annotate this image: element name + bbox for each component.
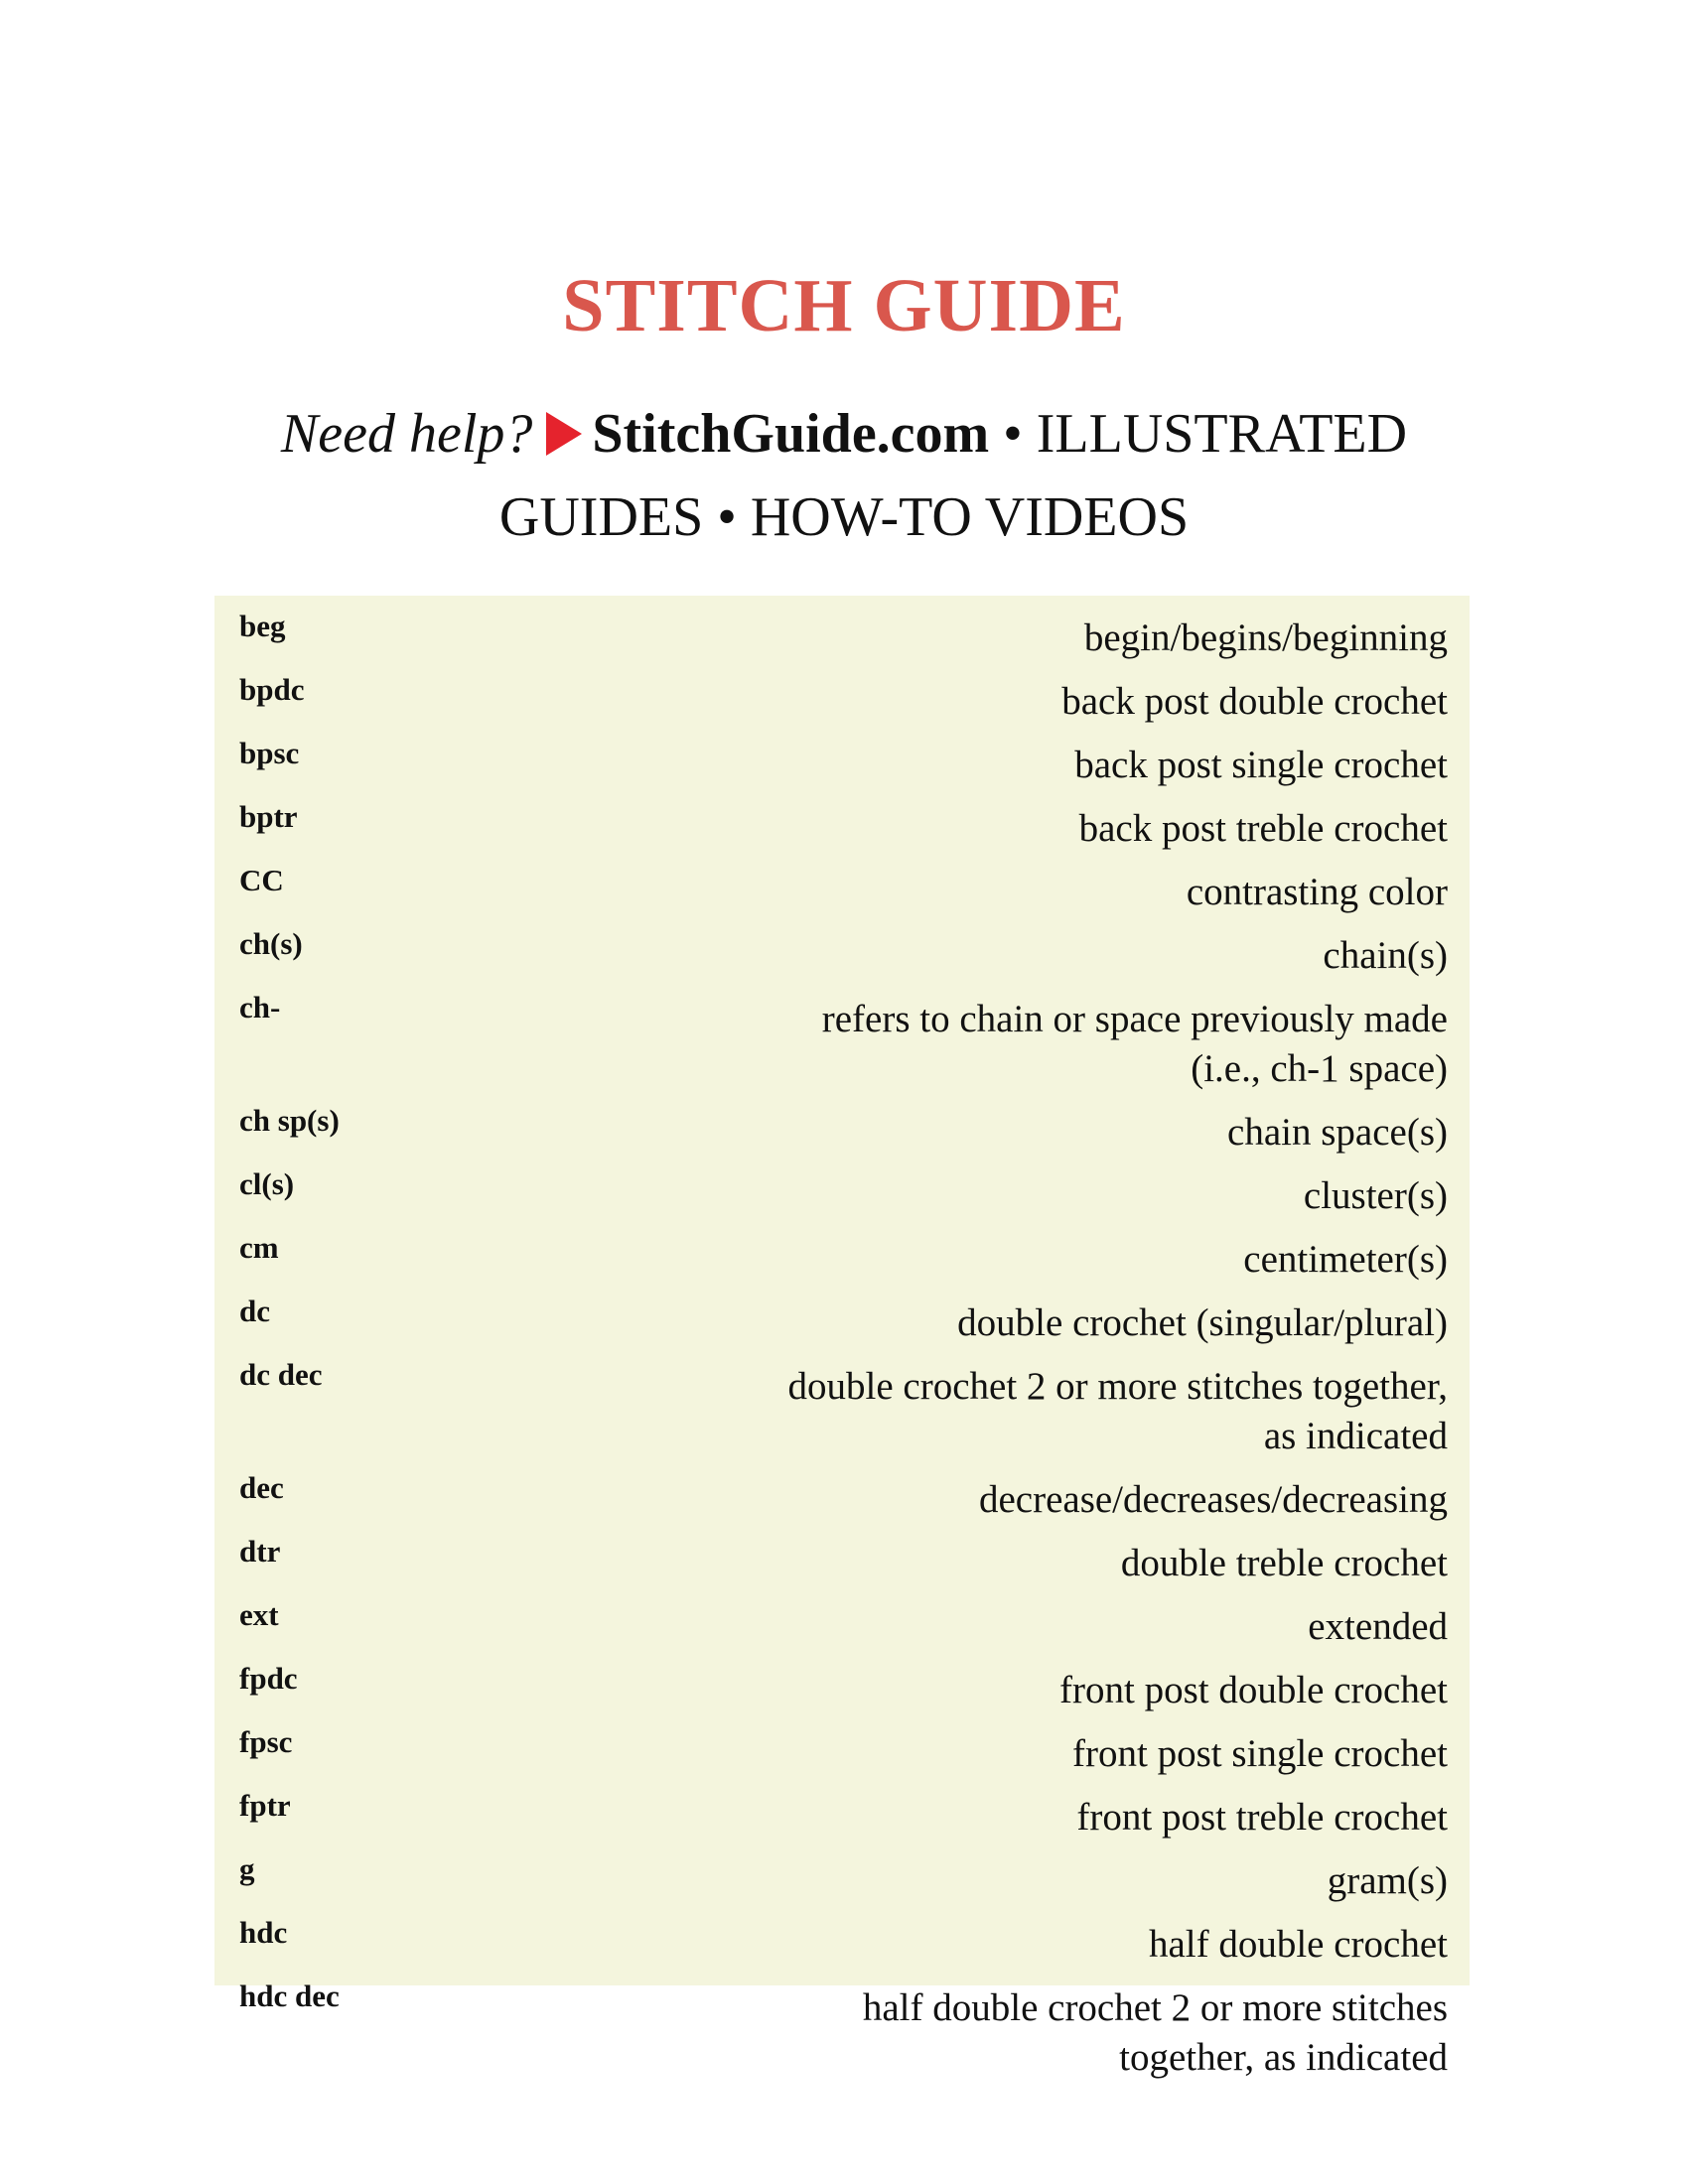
glossary-definition: chain space(s) (1227, 1111, 1448, 1154)
glossary-row (239, 1356, 1448, 1461)
glossary-row (239, 1723, 1448, 1779)
page-title: STITCH GUIDE (562, 264, 1126, 347)
glossary-definition: decrease/decreases/decreasing (978, 1478, 1448, 1521)
glossary-row (239, 1293, 1448, 1348)
glossary-row (239, 1533, 1448, 1588)
glossary-abbreviation: fpdc (239, 1661, 298, 1696)
glossary-definition: extended (1308, 1605, 1448, 1648)
glossary-definition: back post treble crochet (1078, 807, 1448, 850)
glossary-abbreviation: ext (239, 1597, 279, 1632)
glossary-row (239, 989, 1448, 1094)
glossary-row (239, 1596, 1448, 1652)
glossary-row (239, 608, 1448, 663)
play-triangle-icon (546, 412, 582, 456)
glossary-row (239, 1787, 1448, 1843)
glossary-abbreviation: bpsc (239, 736, 300, 770)
glossary-abbreviation: bptr (239, 799, 298, 834)
glossary-row (239, 735, 1448, 790)
glossary-row (239, 925, 1448, 981)
glossary-definition: front post treble crochet (1076, 1796, 1448, 1839)
glossary-definition: front post double crochet (1059, 1669, 1448, 1711)
glossary-definition: begin/begins/beginning (1083, 616, 1448, 659)
glossary-row (239, 798, 1448, 854)
glossary-definition: chain(s) (1323, 934, 1448, 977)
glossary-definition: double crochet (singular/plural) (957, 1301, 1448, 1344)
glossary-abbreviation: fpsc (239, 1724, 293, 1759)
glossary-abbreviation: g (239, 1851, 255, 1886)
glossary-abbreviation: beg (239, 609, 286, 643)
help-banner (199, 392, 1489, 559)
glossary-definition: contrasting color (1186, 871, 1448, 913)
glossary-row (239, 1165, 1448, 1221)
glossary-abbreviation: dtr (239, 1534, 281, 1569)
glossary-definition: cluster(s) (1303, 1174, 1448, 1217)
need-help-text: Need help? (280, 403, 533, 465)
glossary-abbreviation: ch sp(s) (239, 1103, 340, 1138)
glossary-abbreviation: dc dec (239, 1357, 323, 1392)
glossary-abbreviation: bpdc (239, 672, 305, 707)
glossary-row (239, 1229, 1448, 1285)
glossary-definition: half double crochet (1148, 1923, 1448, 1966)
glossary-abbreviation: ch- (239, 990, 281, 1024)
glossary-definition: double crochet 2 or more stitches together, as indicated (787, 1365, 1448, 1457)
glossary-definition: back post double crochet (1061, 680, 1448, 723)
glossary-abbreviation: ch(s) (239, 926, 303, 961)
glossary-row (239, 1469, 1448, 1525)
glossary-row (239, 862, 1448, 917)
glossary-definition: back post single crochet (1074, 744, 1448, 786)
site-link[interactable]: StitchGuide.com (592, 403, 990, 465)
glossary-definition: front post single crochet (1072, 1732, 1448, 1775)
glossary-abbreviation: hdc dec (239, 1979, 340, 2013)
glossary-definition: half double crochet 2 or more stitches together, as indicated (862, 1986, 1448, 2079)
glossary-row (239, 1102, 1448, 1158)
glossary-definition: gram(s) (1327, 1859, 1448, 1902)
tagline-part-1: • ILLUSTRATED (989, 403, 1408, 465)
glossary-panel (214, 596, 1470, 2079)
glossary-abbreviation: dc (239, 1294, 270, 1328)
glossary-abbreviation: fptr (239, 1788, 291, 1823)
glossary-abbreviation: CC (239, 863, 284, 897)
glossary-definition: refers to chain or space previously made (i.e., ch-1 space) (821, 998, 1448, 1090)
glossary-row (239, 1850, 1448, 1906)
glossary-definition: centimeter(s) (1243, 1238, 1448, 1281)
glossary-row (239, 671, 1448, 727)
glossary-abbreviation: cm (239, 1230, 279, 1265)
tagline-part-2: GUIDES • HOW-TO VIDEOS (498, 486, 1190, 548)
glossary-definition: double treble crochet (1120, 1542, 1448, 1584)
glossary-abbreviation: cl(s) (239, 1166, 295, 1201)
glossary-abbreviation: hdc (239, 1915, 288, 1950)
glossary-row (239, 1660, 1448, 1715)
glossary-abbreviation: dec (239, 1470, 284, 1505)
glossary-row (239, 1914, 1448, 1970)
glossary-row (239, 1978, 1448, 2083)
